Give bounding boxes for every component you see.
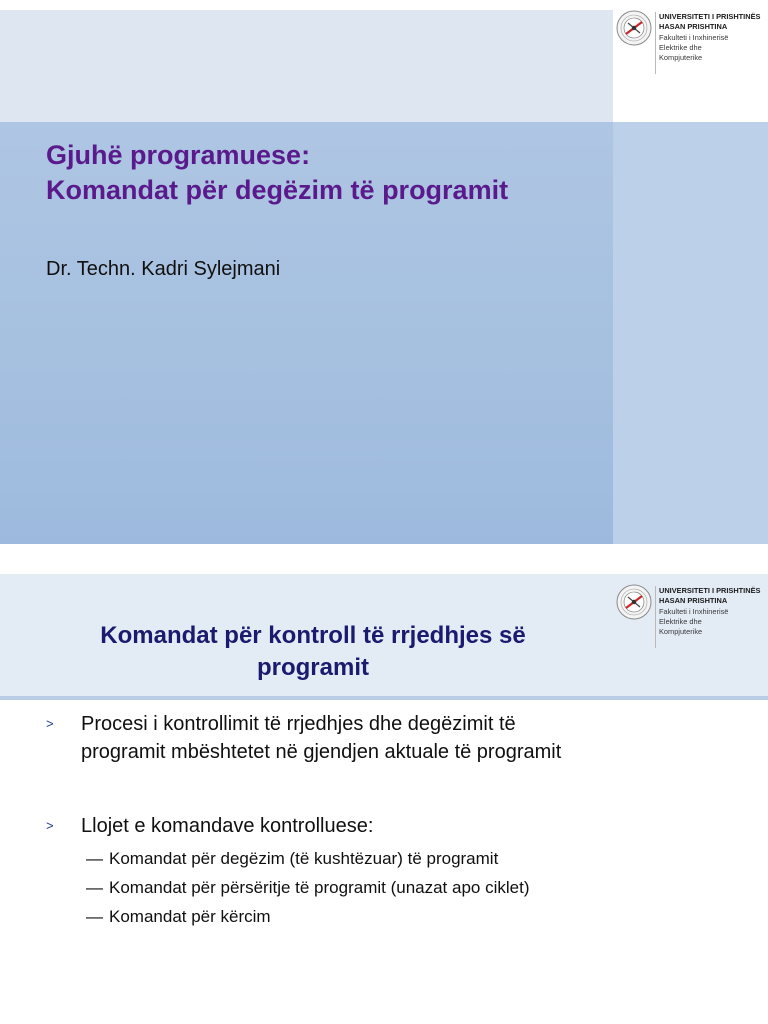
header-band <box>0 10 613 122</box>
sub-bullet-text: Komandat për degëzim (të kushtëzuar) të programit <box>109 849 499 868</box>
bullet-text <box>81 710 561 766</box>
bullet-text-line-1: Procesi i kontrollimit të rrjedhjes dhe degëzimit të <box>81 713 516 735</box>
faculty-name <box>659 33 728 63</box>
faculty-line-1: Fakulteti i Inxhinerisë <box>659 33 729 42</box>
sub-bullet-dash: — <box>86 849 103 868</box>
sub-bullet-dash: — <box>86 878 103 897</box>
sub-bullet-text: Komandat për kërcim <box>109 907 271 926</box>
university-logo <box>612 584 768 672</box>
sub-bullet-text: Komandat për përsëritje të programit (unazat apo ciklet) <box>109 878 530 897</box>
title-line-1: Gjuhë programuese: <box>46 140 311 170</box>
side-band <box>613 122 768 544</box>
slide-title-line-2: programit <box>256 654 369 681</box>
faculty-line-2: Elektrike dhe <box>659 617 702 626</box>
slide-title-line-1: Komandat për kontroll të rrjedhjes së <box>100 622 526 649</box>
author-name: Dr. Techn. Kadri Sylejmani <box>46 258 281 280</box>
university-seal-icon <box>616 10 652 46</box>
slide-title <box>18 620 608 684</box>
university-line-1: UNIVERSITETI I PRISHTINËS <box>659 12 761 21</box>
university-seal-icon <box>616 584 652 620</box>
university-line-1: UNIVERSITETI I PRISHTINËS <box>659 586 761 595</box>
sub-bullet-item <box>86 875 529 901</box>
header-rule <box>0 696 768 700</box>
sub-bullet-item <box>86 846 498 872</box>
bullet-marker: > <box>46 818 54 833</box>
faculty-line-2: Elektrike dhe <box>659 43 702 52</box>
university-name <box>659 586 760 606</box>
faculty-line-3: Kompjuterike <box>659 627 703 636</box>
faculty-line-3: Kompjuterike <box>659 53 703 62</box>
bullet-marker: > <box>46 716 54 731</box>
sub-bullet-item <box>86 904 271 930</box>
university-logo <box>612 10 768 98</box>
faculty-line-1: Fakulteti i Inxhinerisë <box>659 607 729 616</box>
logo-divider <box>655 586 656 648</box>
faculty-name <box>659 607 728 637</box>
university-name <box>659 12 760 32</box>
content-slide <box>0 574 768 1024</box>
bullet-text-line-2: programit mbështetet në gjendjen aktuale të programit <box>81 741 562 763</box>
bullet-text: Llojet e komandave kontrolluese: <box>81 815 374 837</box>
logo-divider <box>655 12 656 74</box>
university-line-2: HASAN PRISHTINA <box>659 596 728 605</box>
university-line-2: HASAN PRISHTINA <box>659 22 728 31</box>
presentation-title <box>46 138 508 208</box>
sub-bullet-dash: — <box>86 907 103 926</box>
title-line-2: Komandat për degëzim të programit <box>46 175 509 205</box>
